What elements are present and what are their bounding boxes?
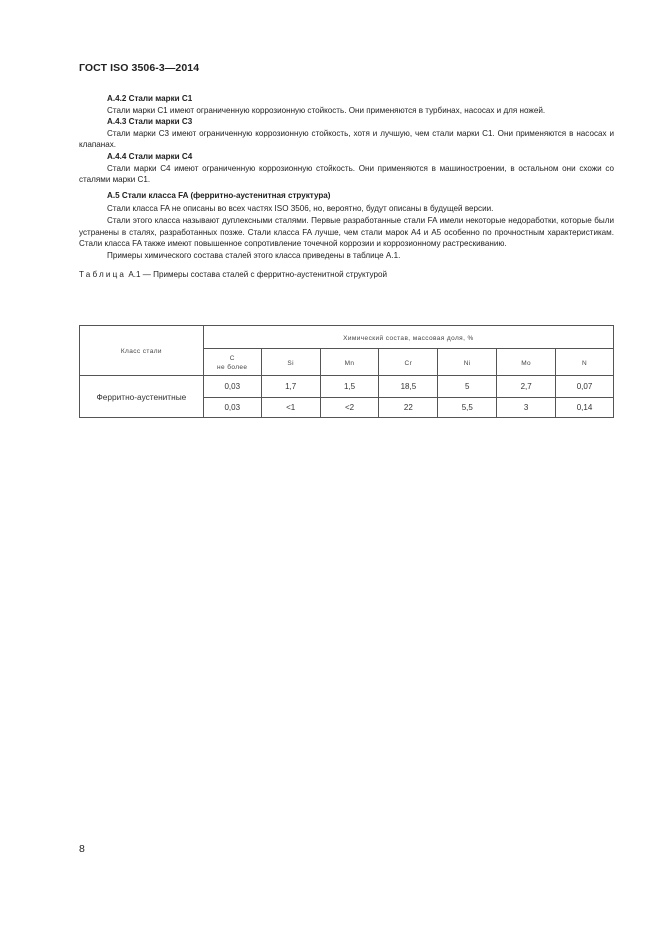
column-header-si: Si: [261, 349, 320, 376]
table-cell: 0,07: [556, 376, 614, 398]
column-header-cr: Cr: [379, 349, 438, 376]
section-text-c1: Стали марки С1 имеют ограниченную коррозионную стойкость. Они применяются в турбинах, насосах и для ножей.: [107, 105, 546, 115]
table-cell: <1: [261, 398, 320, 418]
document-header: ГОСТ ISO 3506-3—2014: [79, 62, 200, 74]
section-heading-c1: А.4.2 Стали марки С1: [107, 94, 193, 103]
row-class-cell: Ферритно-аустенитные: [80, 376, 204, 418]
group-header-cell: [203, 326, 613, 349]
column-header-n: N: [556, 349, 614, 376]
table-cell: 2,7: [497, 376, 556, 398]
section-heading-c3: А.4.3 Стали марки С3: [107, 117, 193, 127]
table-cell: 5,5: [438, 398, 497, 418]
class-header-cell: [80, 326, 204, 376]
document-body: [79, 93, 614, 281]
section-heading-fa: А.5 Стали класса FA (ферритно-аустенитная структура): [107, 190, 331, 200]
table-row: [80, 376, 614, 398]
table-cell: 0,03: [203, 376, 261, 398]
table-cell: 0,14: [556, 398, 614, 418]
section-text-fa-1: Стали класса FA не описаны во всех частях ISO 3506, но, вероятно, будут описаны в будущей версии.: [107, 204, 494, 214]
table-cell: 1,7: [261, 376, 320, 398]
section-text-c3: Стали марки С3 имеют ограниченную коррозионную стойкость, хотя и лучшую, чем стали марки С1. Они применяются в насосах и клапанах.: [79, 128, 614, 150]
column-header-mn: Mn: [320, 349, 379, 376]
section-heading-c4: А.4.4 Стали марки С4: [107, 151, 193, 161]
table-cell: 18,5: [379, 376, 438, 398]
column-header-c-line2: не более: [217, 364, 248, 371]
column-header-c: [203, 349, 261, 376]
composition-table: [79, 325, 614, 418]
section-text-fa-2: Стали этого класса называют дуплексными сталями. Первые разработанные стали FA имели некоторые недоработки, которые были устранены в сталях, разработанных позже. Стали класса FA лучше, чем стали марок А4 и А5 особенно по прочностным характеристикам. Стали класса FA также имеют повышенное сопротивление точечной коррозии и коррозионному растрескиванию.: [79, 215, 614, 249]
section-text-fa-3: Примеры химического состава сталей этого класса приведены в таблице А.1.: [107, 250, 401, 260]
group-header: Химический состав, массовая доля, %: [343, 334, 474, 342]
table-caption-text: А.1 — Примеры состава сталей с ферритно-аустенитной структурой: [126, 270, 387, 280]
page-number: 8: [79, 843, 85, 855]
table-cell: 0,03: [203, 398, 261, 418]
column-header-mo: Mo: [497, 349, 556, 376]
column-header-c-line1: С: [229, 355, 235, 362]
table-cell: 3: [497, 398, 556, 418]
class-header: Класс стали: [120, 348, 162, 355]
table-cell: 1,5: [320, 376, 379, 398]
table-cell: 22: [379, 398, 438, 418]
table-cell: <2: [320, 398, 379, 418]
table-caption-word: Таблица: [79, 270, 127, 280]
column-header-ni: Ni: [438, 349, 497, 376]
table-caption: [79, 269, 614, 281]
section-text-c4: Стали марки С4 имеют ограниченную коррозионную стойкость. Они применяются в машиностроении, в остальном они схожи со сталями марки С1.: [79, 163, 614, 185]
table-cell: 5: [438, 376, 497, 398]
